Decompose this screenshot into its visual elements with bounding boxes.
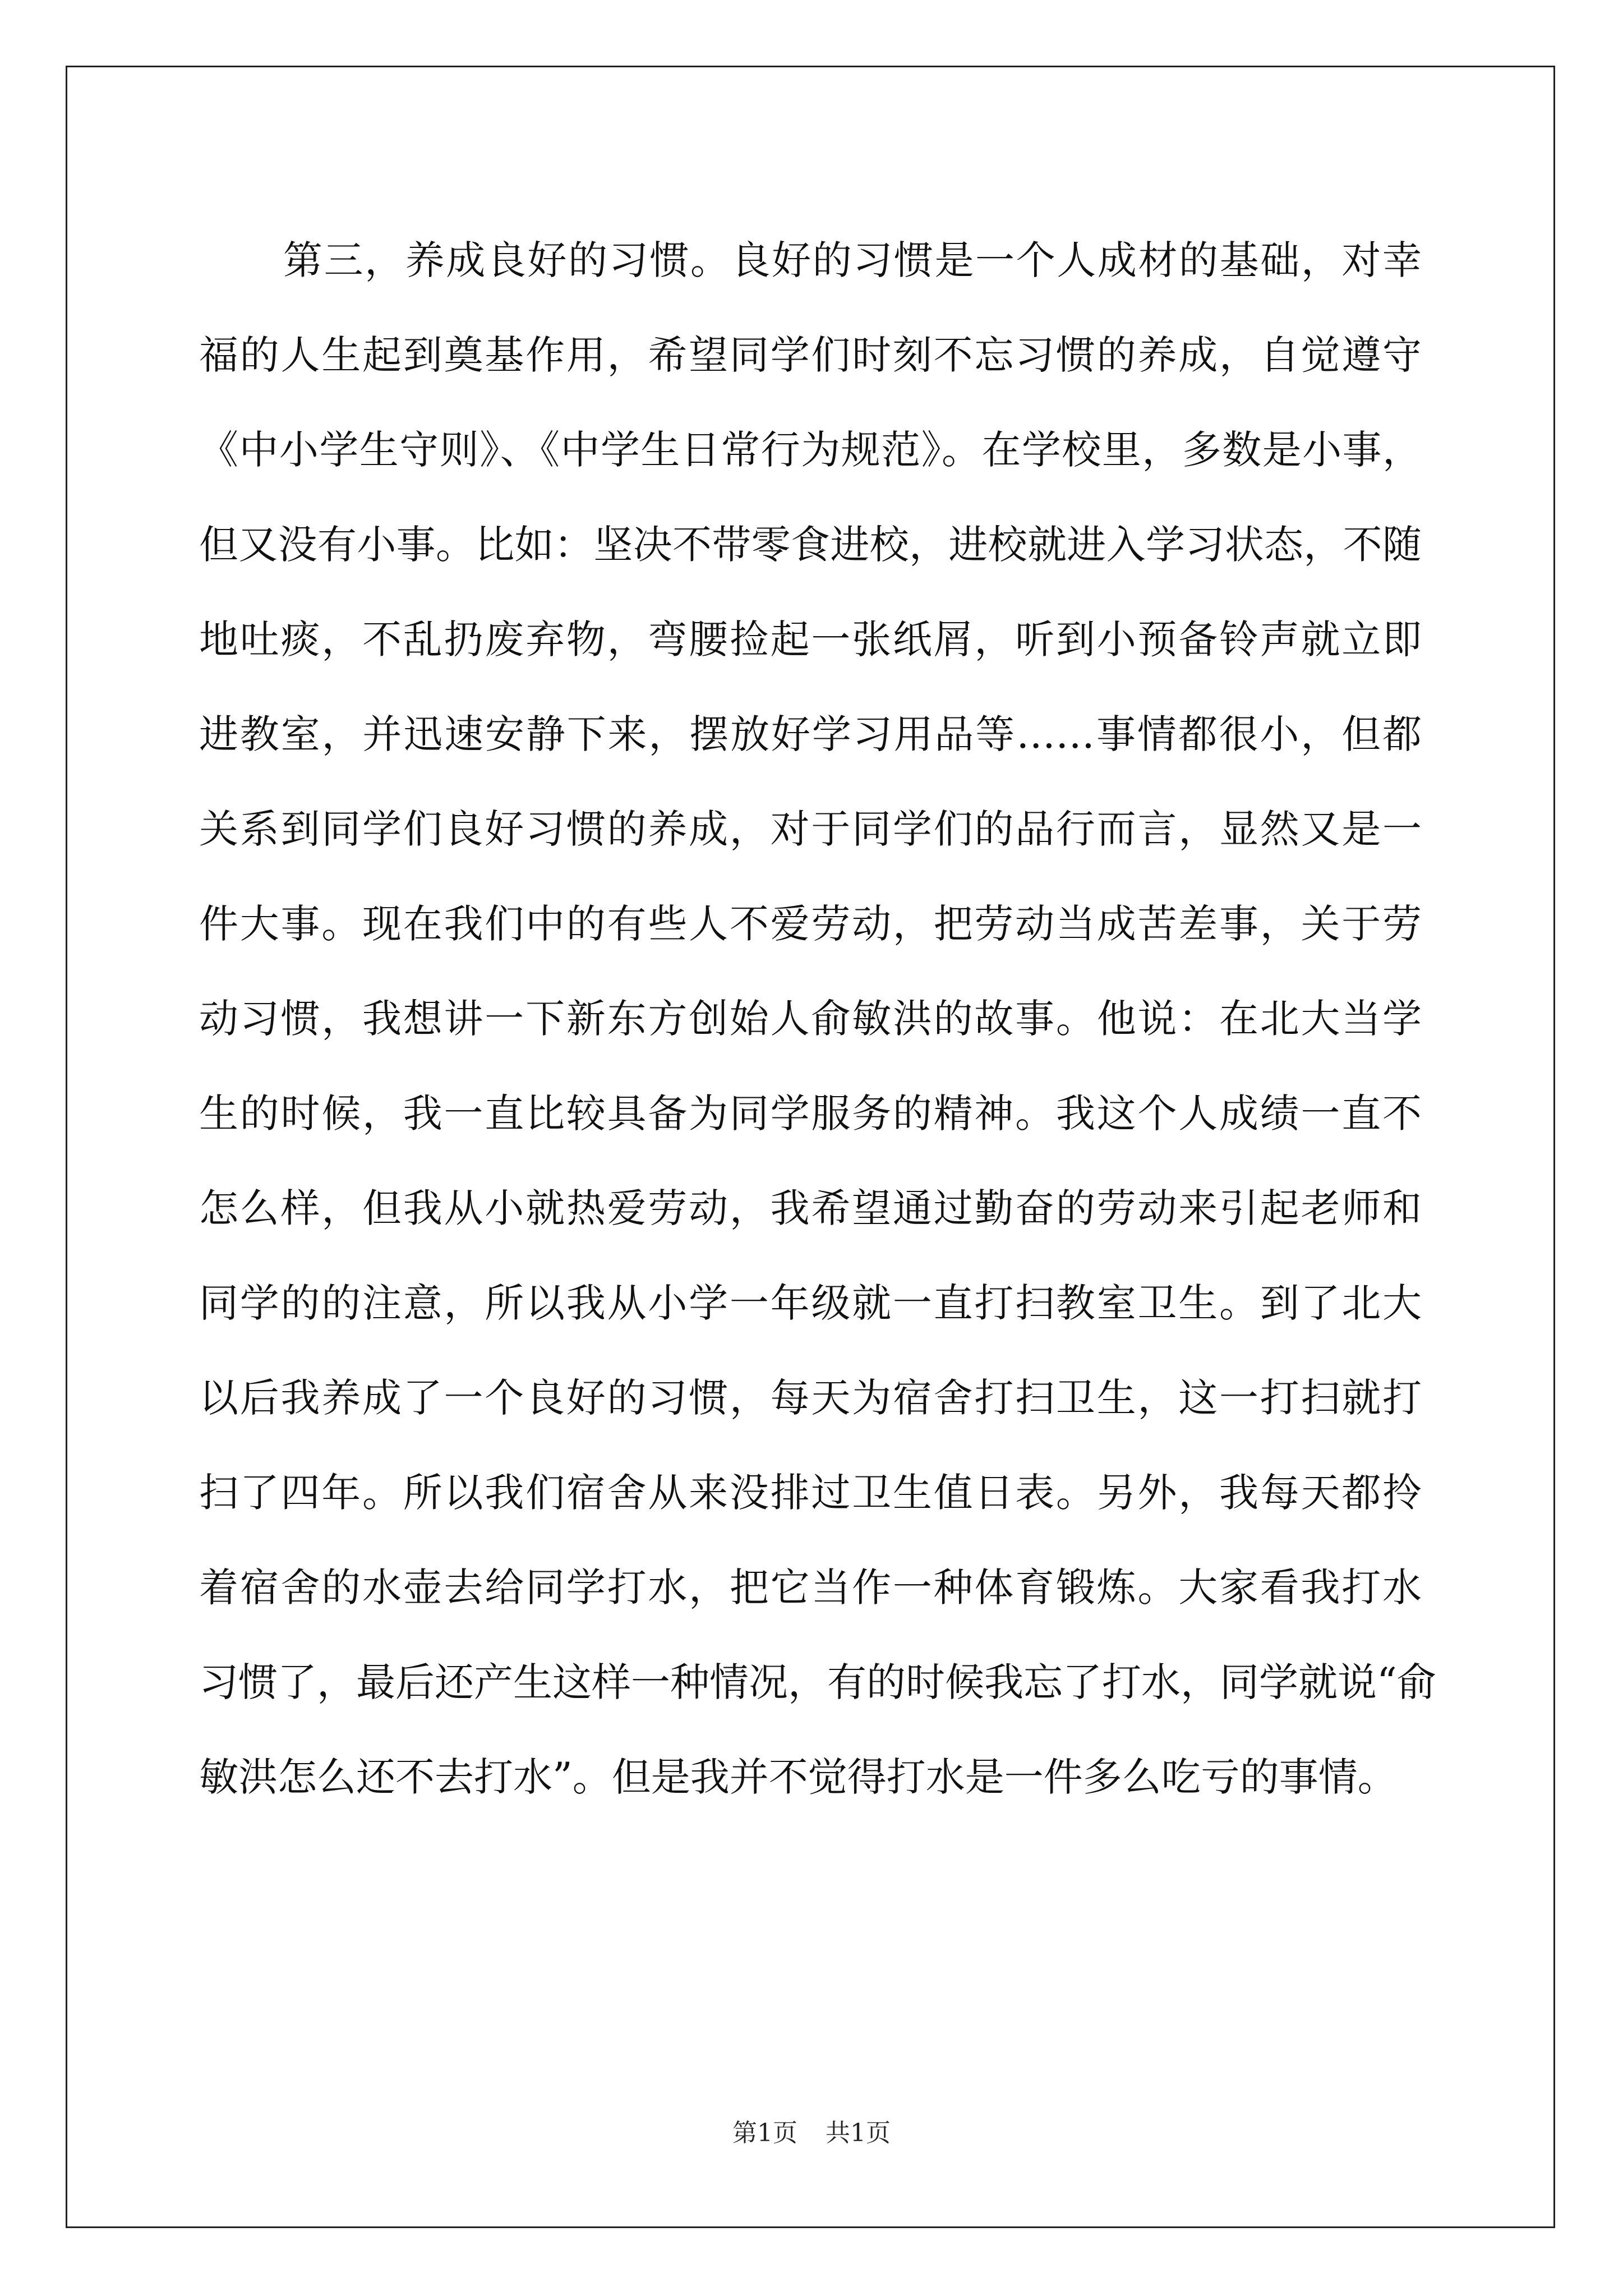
page-footer — [0, 2118, 1623, 2149]
text-line: 扫了四年。所以我们宿舍从来没排过卫生值日表。另外，我每天都拎 — [199, 1470, 1422, 1516]
page-number: 第1页 — [732, 2119, 797, 2147]
text-line: 生的时候，我一直比较具备为同学服务的精神。我这个人成绩一直不 — [199, 1091, 1422, 1137]
text-line: 进教室，并迅速安静下来，摆放好学习用品等……事情都很小，但都 — [199, 711, 1422, 757]
text-line: 怎么样，但我从小就热爱劳动，我希望通过勤奋的劳动来引起老师和 — [199, 1185, 1422, 1231]
text-line: 敏洪怎么还不去打水”。但是我并不觉得打水是一件多么吃亏的事情。 — [199, 1754, 1397, 1800]
text-line: 关系到同学们良好习惯的养成，对于同学们的品行而言，显然又是一 — [199, 806, 1422, 852]
text-line: 《中小学生守则》、《中学生日常行为规范》。在学校里，多数是小事， — [199, 427, 1422, 473]
page-total: 共1页 — [826, 2119, 891, 2147]
text-line: 但又没有小事。比如：坚决不带零食进校，进校就进入学习状态，不随 — [199, 522, 1422, 568]
text-line: 同学的的注意，所以我从小学一年级就一直打扫教室卫生。到了北大 — [199, 1280, 1422, 1326]
text-line: 第三，养成良好的习惯。良好的习惯是一个人成材的基础，对幸 — [283, 237, 1422, 283]
text-line: 福的人生起到奠基作用，希望同学们时刻不忘习惯的养成，自觉遵守 — [199, 332, 1422, 378]
text-line: 着宿舍的水壶去给同学打水，把它当作一种体育锻炼。大家看我打水 — [199, 1565, 1422, 1611]
text-line: 习惯了，最后还产生这样一种情况，有的时候我忘了打水，同学就说“俞 — [199, 1659, 1436, 1705]
body-text — [199, 213, 1436, 1825]
text-line: 地吐痰，不乱扔废弃物，弯腰捡起一张纸屑，听到小预备铃声就立即 — [199, 616, 1422, 662]
text-line: 件大事。现在我们中的有些人不爱劳动，把劳动当成苦差事，关于劳 — [199, 901, 1422, 947]
text-line: 动习惯，我想讲一下新东方创始人俞敏洪的故事。他说：在北大当学 — [199, 996, 1422, 1042]
text-line: 以后我养成了一个良好的习惯，每天为宿舍打扫卫生，这一打扫就打 — [199, 1375, 1422, 1421]
